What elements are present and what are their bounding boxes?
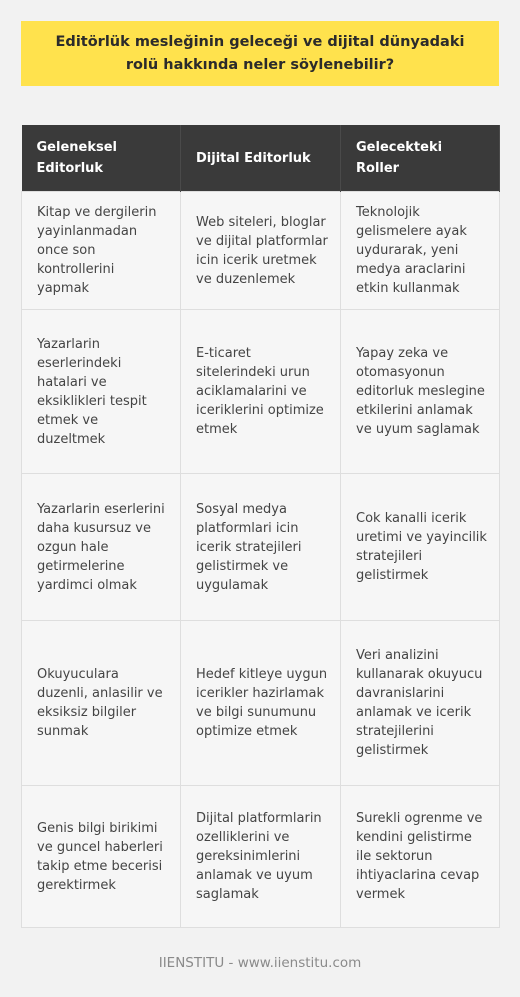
table-cell: Sosyal medya platformlari icin icerik stratejileri gelistirmek ve uygulamak (181, 474, 341, 621)
table-cell: Yazarlarin eserlerini daha kusursuz ve ozgun hale getirmelerine yardimci olmak (22, 474, 181, 621)
table-cell: Genis bilgi birikimi ve guncel haberleri takip etme becerisi gerektirmek (22, 786, 181, 928)
column-header: Dijital Editorluk (181, 125, 341, 192)
table-cell: Cok kanalli icerik uretimi ve yayincilik stratejileri gelistirmek (341, 474, 500, 621)
page-title (21, 21, 499, 86)
table-cell: Web siteleri, bloglar ve dijital platformlar icin icerik uretmek ve duzenlemek (181, 192, 341, 310)
table-row (22, 310, 500, 474)
table-cell: Teknolojik gelismelere ayak uydurarak, yeni medya araclarini etkin kullanmak (341, 192, 500, 310)
table-row (22, 474, 500, 621)
table-cell: Surekli ogrenme ve kendini gelistirme ile sektorun ihtiyaclarina cevap vermek (341, 786, 500, 928)
table-cell: Hedef kitleye uygun icerikler hazirlamak ve bilgi sunumunu optimize etmek (181, 621, 341, 786)
table-cell: Dijital platformlarin ozelliklerini ve gereksinimlerini anlamak ve uyum saglamak (181, 786, 341, 928)
table-row (22, 621, 500, 786)
table-header-row (22, 125, 500, 192)
footer-credit: IIENSTITU - www.iienstitu.com (158, 955, 362, 971)
column-header: Geleneksel Editorluk (22, 125, 181, 192)
table-cell: Kitap ve dergilerin yayinlanmadan once son kontrollerini yapmak (22, 192, 181, 310)
table-cell: Yapay zeka ve otomasyonun editorluk meslegine etkilerini anlamak ve uyum saglamak (341, 310, 500, 474)
page-title-text: Editörlük mesleğinin geleceği ve dijital dünyadaki rolü hakkında neler söylenebilir? (55, 33, 465, 73)
table-cell: Yazarlarin eserlerindeki hatalari ve eksiklikleri tespit etmek ve duzeltmek (22, 310, 181, 474)
table-cell: E-ticaret sitelerindeki urun aciklamalarini ve iceriklerini optimize etmek (181, 310, 341, 474)
table-cell: Okuyuculara duzenli, anlasilir ve eksiksiz bilgiler sunmak (22, 621, 181, 786)
table-cell: Veri analizini kullanarak okuyucu davranislarini anlamak ve icerik stratejilerini gelistirmek (341, 621, 500, 786)
table-row (22, 192, 500, 310)
table-row (22, 786, 500, 928)
column-header: Gelecekteki Roller (341, 125, 500, 192)
comparison-table (21, 125, 500, 928)
